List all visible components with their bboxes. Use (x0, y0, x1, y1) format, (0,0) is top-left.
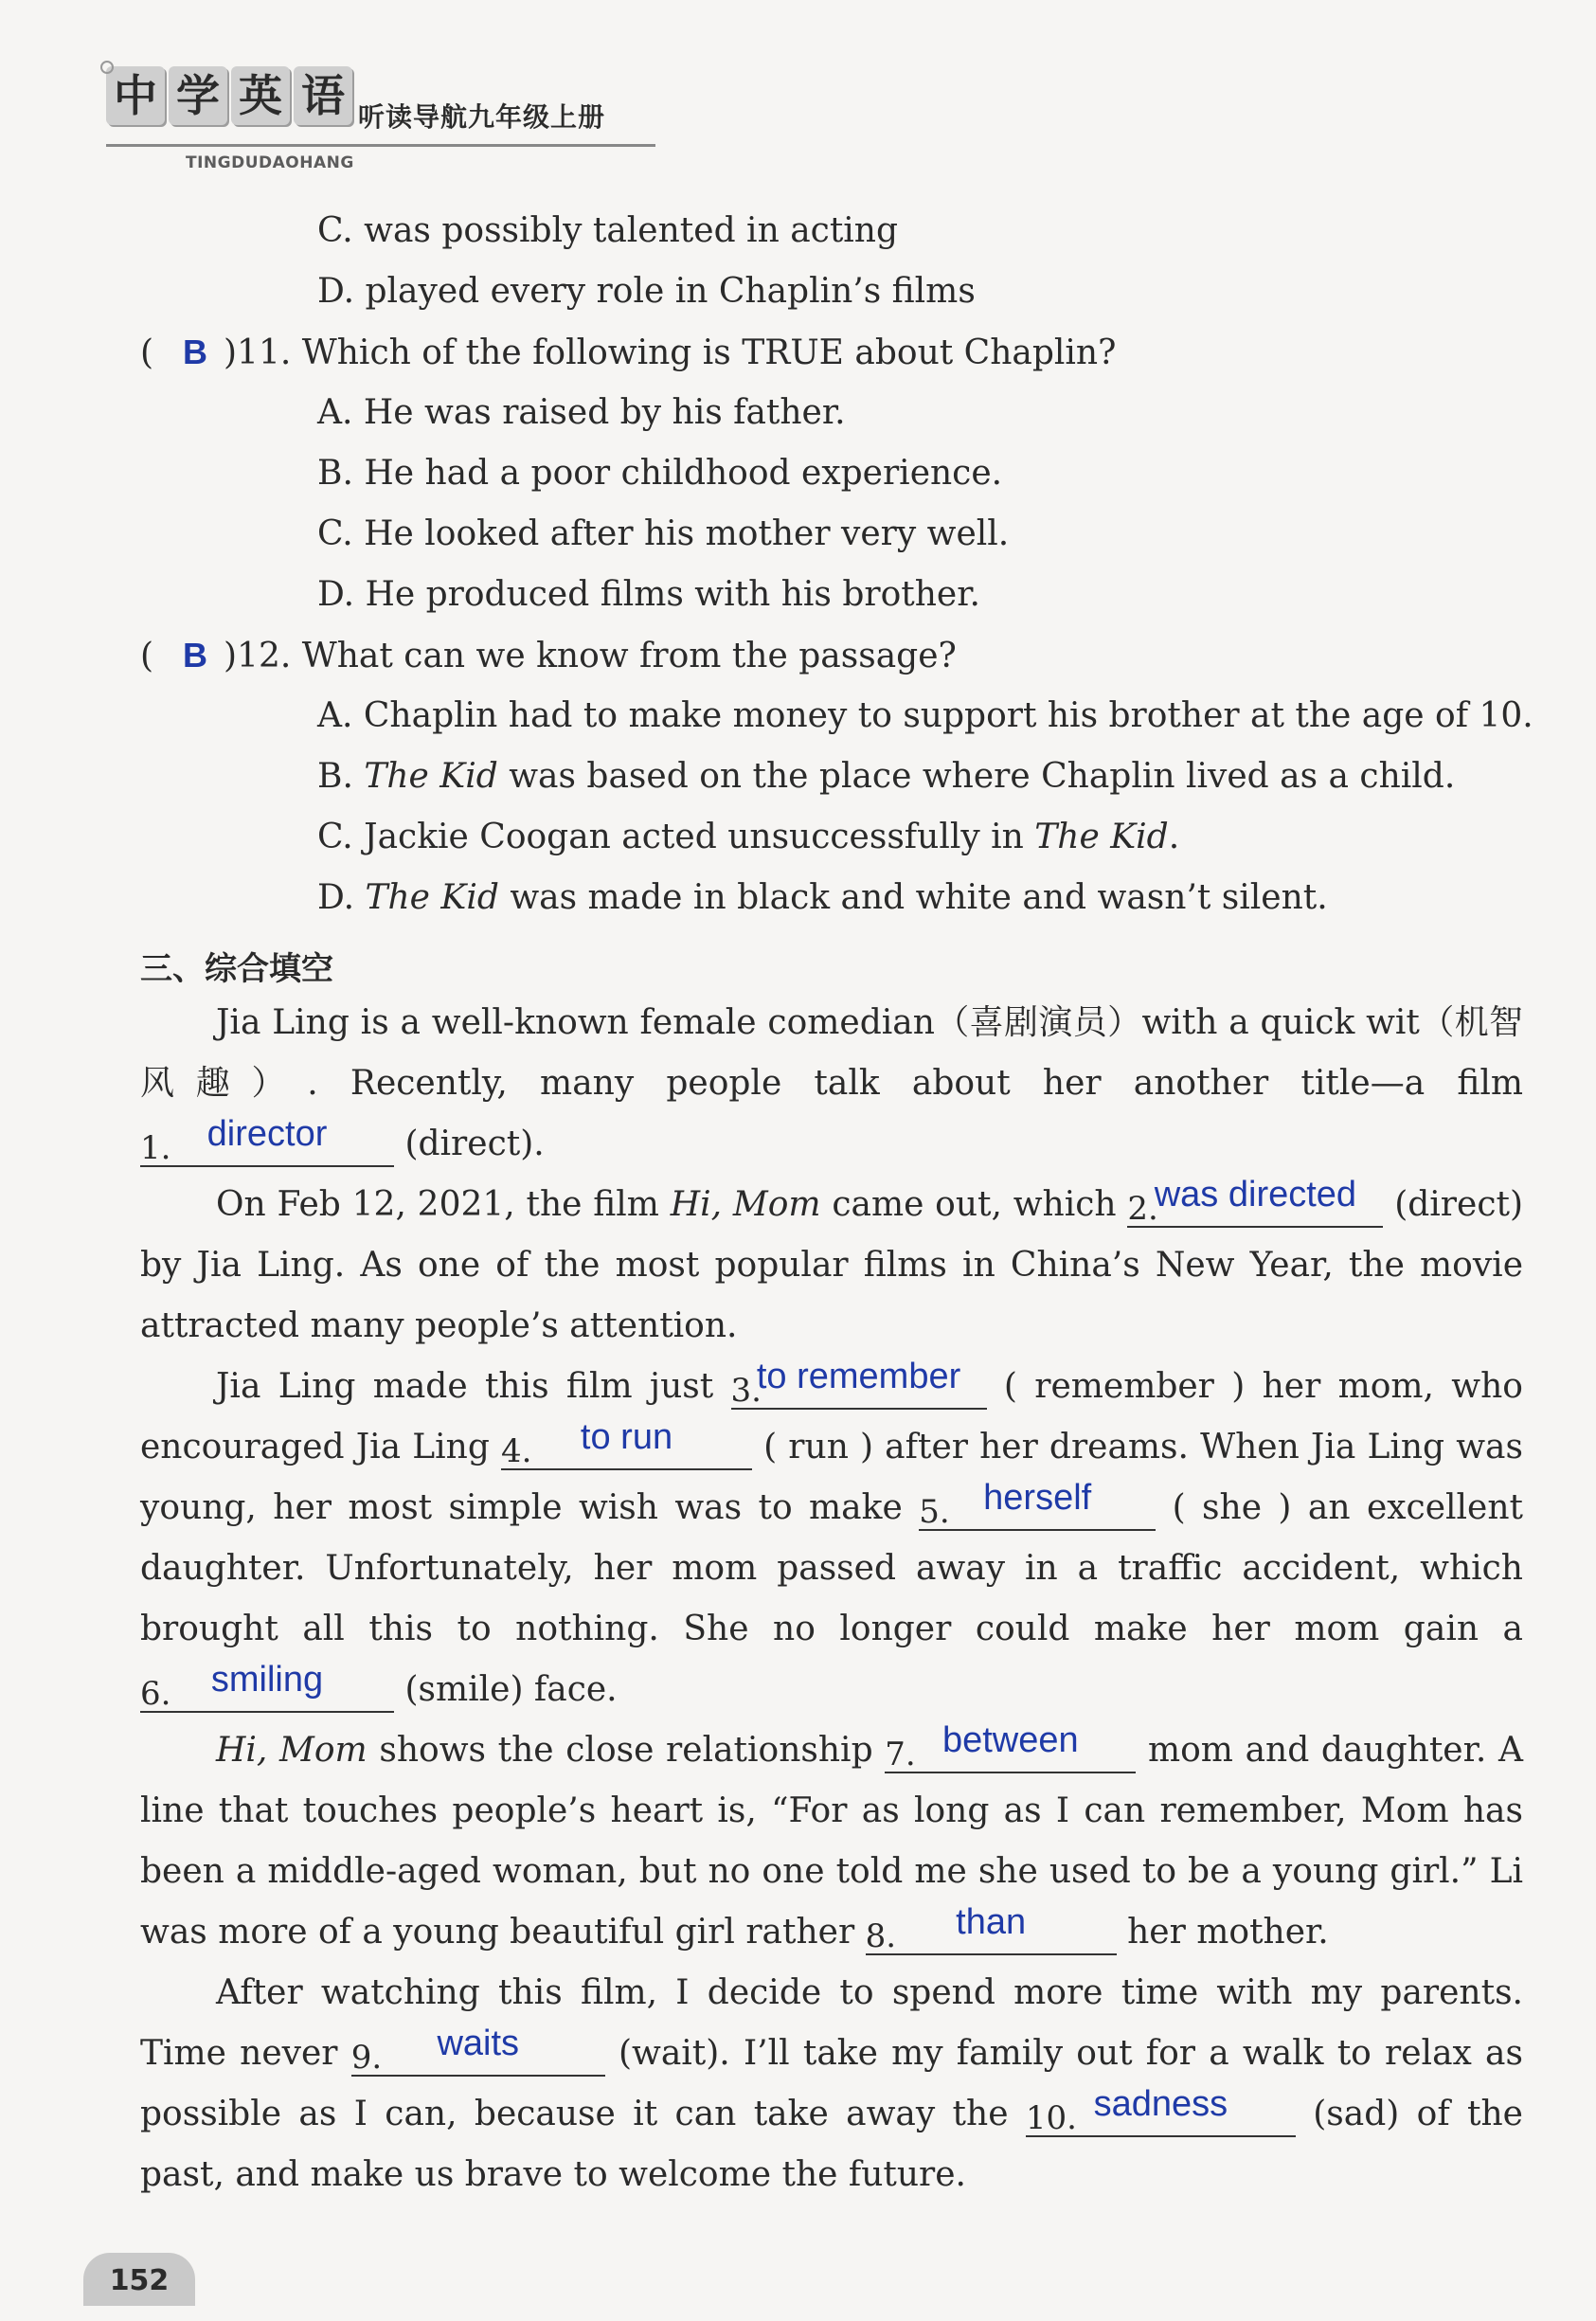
question-text: )11. Which of the following is TRUE about Chaplin? (224, 333, 1117, 372)
option-line: D. The Kid was made in black and white and wasn’t silent. (317, 878, 1328, 917)
brand-char: 学 (169, 66, 227, 125)
answer-letter: B (183, 636, 207, 675)
option-line: C. He looked after his mother very well. (317, 514, 1010, 553)
blank-answer: herself (983, 1478, 1092, 1518)
fill-blank[interactable]: 4. to run (501, 1426, 752, 1470)
option-line: A. Chaplin had to make money to support his brother at the age of 10. (317, 696, 1533, 735)
section-title: 三、综合填空 (140, 950, 333, 988)
option-line: A. He was raised by his father. (317, 393, 846, 432)
blank-answer: than (956, 1902, 1027, 1942)
decorative-circle-icon (100, 61, 114, 74)
film-title: Hi, Mom (670, 1185, 821, 1224)
option-line: C. Jackie Coogan acted unsuccessfully in The Kid. (317, 818, 1180, 856)
blank-answer: smiling (210, 1660, 324, 1700)
film-title: The Kid (364, 757, 498, 796)
header-pinyin: TINGDUDAOHANG (186, 153, 354, 172)
header-divider (106, 144, 655, 147)
passage-paragraph: Jia Ling is a well-known female comedian（喜剧演员）with a quick wit（机智风趣）. Recently, many people talk about her another title—a film 1. director (direct). (140, 1003, 1523, 1167)
passage-paragraph: After watching this film, I decide to spend more time with my parents. Time never 9. waits (wait). I’ll take my family out for a walk to relax as possible as I can, because it can take away the 10. sadness (sad) of the past, and make us brave to welcome the future. (140, 1973, 1523, 2194)
film-title: Hi, Mom (216, 1731, 368, 1770)
passage-paragraph: Hi, Mom shows the close relationship 7. between mom and daughter. A line that touches people’s heart is, “For as long as I can remember, Mom has been a middle-aged woman, but no one told me she used to be a young girl.” Li was more of a young beautiful girl rather 8. than her mother. (140, 1720, 1523, 1955)
brand-char: 中 (106, 66, 165, 125)
page-header (106, 66, 606, 172)
brand-char: 英 (231, 66, 290, 125)
fill-blank[interactable]: 6. smiling (140, 1668, 394, 1713)
passage-paragraph: Jia Ling made this film just 3. to remember ( remember ) her mom, who encouraged Jia Ling 4. to run ( run ) after her dreams. When Jia Ling was young, her most simple wish was to make 5. herself ( she ) an excellent daughter. Unfortunately, her mom passed away in a traffic accident, which brought all this to nothing. She no longer could make her mom gain a 6. smiling (smile) face. (140, 1357, 1524, 1713)
blank-answer: sadness (1093, 2084, 1228, 2124)
brand-title (106, 66, 352, 125)
blank-answer: waits (437, 2024, 520, 2063)
question-stem: ( B )12. What can we know from the passage? (140, 636, 957, 675)
blank-answer: to remember (756, 1357, 961, 1396)
option-line: C. was possibly talented in acting (317, 211, 899, 250)
book-subtitle: 听读导航九年级上册 (358, 101, 606, 133)
page-number: 152 (83, 2253, 195, 2306)
fill-blank[interactable]: 5. herself (919, 1486, 1156, 1531)
brand-char: 语 (294, 66, 352, 125)
blank-answer: was directed (1154, 1175, 1357, 1214)
fill-blank[interactable]: 7. between (885, 1729, 1136, 1773)
option-line: B. He had a poor childhood experience. (317, 454, 1003, 493)
option-line: B. The Kid was based on the place where Chaplin lived as a child. (317, 757, 1456, 796)
answer-letter: B (183, 333, 207, 371)
option-line: D. played every role in Chaplin’s films (317, 272, 976, 311)
blank-answer: to run (580, 1417, 673, 1457)
question-text: )12. What can we know from the passage? (224, 637, 957, 675)
fill-blank[interactable]: 3. to remember (731, 1365, 987, 1410)
fill-blank[interactable]: 8. than (866, 1911, 1117, 1955)
blank-answer: director (206, 1114, 328, 1154)
question-stem: ( B )11. Which of the following is TRUE about Chaplin? (140, 333, 1117, 372)
film-title: The Kid (1034, 818, 1169, 856)
blank-answer: between (941, 1720, 1079, 1760)
option-line: D. He produced films with his brother. (317, 575, 980, 614)
passage-paragraph: On Feb 12, 2021, the film Hi, Mom came out, which 2. was directed (direct) by Jia Ling. As one of the most popular films in China’s New Year, the movie attracted many people’s attention. (140, 1175, 1523, 1345)
fill-blank[interactable]: 9. waits (351, 2032, 605, 2077)
fill-blank[interactable]: 10. sadness (1026, 2093, 1296, 2137)
film-title: The Kid (365, 878, 499, 917)
fill-blank[interactable]: 2. was directed (1127, 1183, 1383, 1228)
fill-blank[interactable]: 1. director (140, 1123, 394, 1167)
